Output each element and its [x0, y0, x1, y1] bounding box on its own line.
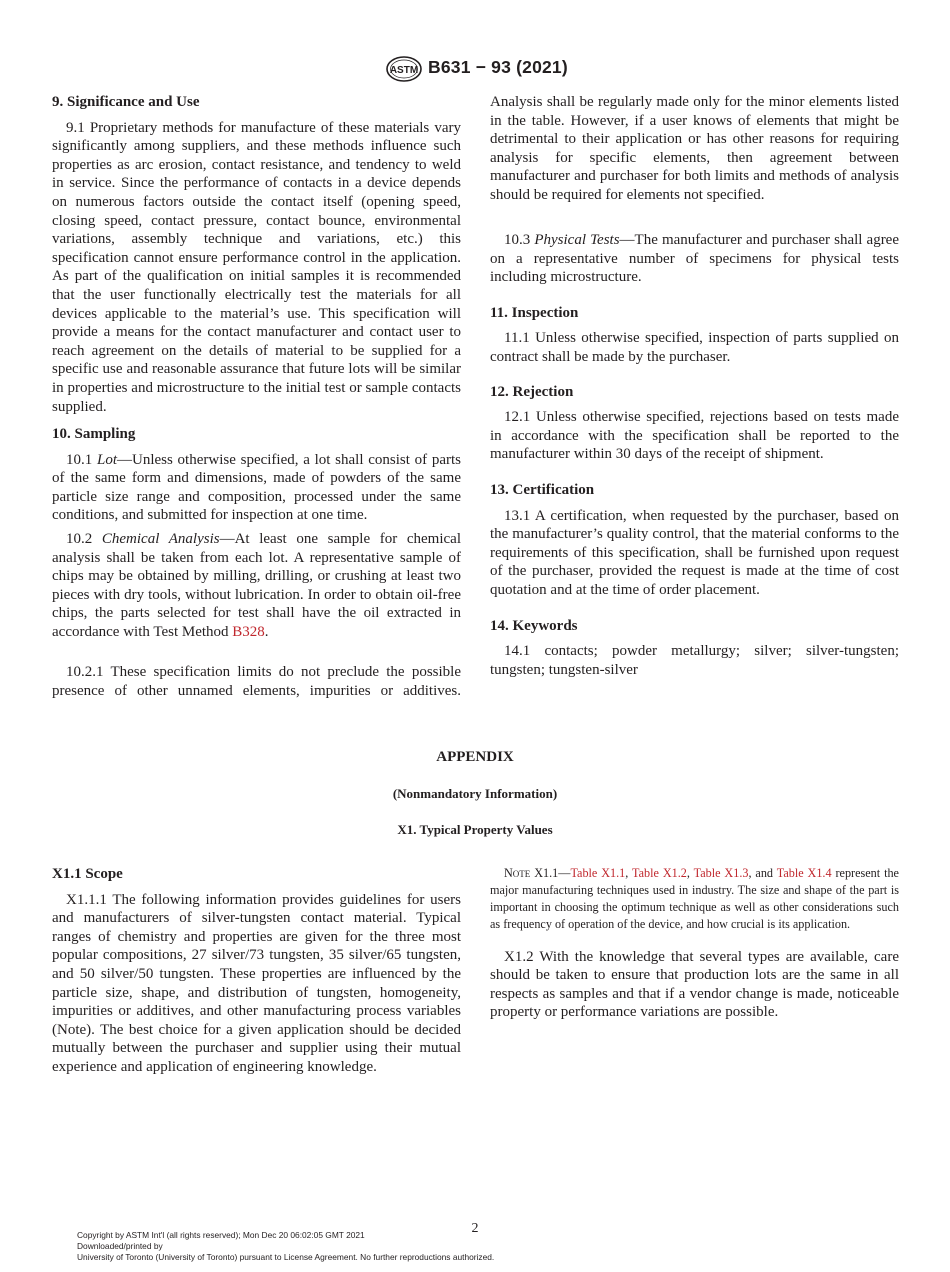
note-label: Note	[504, 866, 531, 880]
paragraph-x1-1-1: X1.1.1 The following information provides guidelines for users and manufacturers of silver-tungsten contact material. Typical ranges of chemistry and properties are given for the three most popular compositions, 27 silver/73 tungsten, 35 silver/65 tungsten, and 50 silver/50 tungsten. These properties are influenced by the particle size, shape, and distribution of tungsten, homogeneity, impurities or additives, and other manufacturing process variables (Note). The best choice for a given application should be decided mutually between the purchaser and supplier using their mutual experience and application of engineering knowledge.	[52, 891, 461, 1075]
document-designation: B631 − 93 (2021)	[428, 57, 568, 77]
paragraph-9-1: 9.1 Proprietary methods for manufacture of these materials vary significantly among suppliers, and these methods influence such properties as arc erosion, contact resistance, and tendency to weld in service. Since the performance of contacts in a device depends on numerous factors outside the contact itself (opening speed, closing speed, contact pressure, contact bounce, environmental variations, assembly technique and variations, etc.) this specification cannot ensure performance control in the application. As part of the qualification on initial samples it is recommended that the user functionally electrically test the materials for all devices applicable to the material’s use. This specification will provide a means for the contact manufacturer and contact user to reach agreement on the details of material to be supplied for a specific use and reasonable assurance that future lots will be similar in properties and microstructure to the initial test or sample contacts supplied.	[52, 119, 461, 415]
note-x1-1: Note X1.1—Table X1.1, Table X1.2, Table X1.3, and Table X1.4 represent the major manufacturing techniques used in industry. The size and shape of the part is important in choosing the optimum technique as well as other considerations such as frequency of operation of the device, and how crucial is its application.	[490, 866, 899, 931]
table-x1-1-link[interactable]: Table X1.1	[570, 866, 626, 880]
right-column	[490, 231, 899, 679]
table-x1-3-link[interactable]: Table X1.3	[693, 866, 749, 880]
section-12-title: 12. Rejection	[490, 383, 574, 400]
paragraph-text: —At least one sample for chemical analysis shall be taken from each lot. A representative sample of chips may be obtained by milling, drilling, or crushing at least two pieces with dry tools, without lubrication. In order to obtain oil-free chips, the parts selected for test shall have the oil extracted in accordance with Test Method	[52, 531, 462, 641]
section-9-title: 9. Significance and Use	[52, 94, 200, 110]
paragraph-10-2-1-continued	[490, 93, 899, 223]
download-line: Downloaded/printed by	[77, 1241, 163, 1252]
paragraph-term: Physical Tests	[534, 232, 620, 248]
section-13-title: 13. Certification	[490, 481, 595, 498]
paragraph-10-2-1: 10.2.1 These specification limits do not preclude the possible presence of other unnamed elements, impurities or additives.	[52, 664, 461, 699]
paragraph-number: 10.2	[66, 531, 102, 548]
appendix-subtitle: (Nonmandatory Information)	[392, 786, 558, 801]
x1-left-column	[52, 865, 461, 1077]
section-14-title: 14. Keywords	[490, 617, 578, 634]
paragraph-12-1: 12.1 Unless otherwise specified, rejections based on tests made in accordance with the specification shall be reported to the manufacturer within 30 days of the receipt of shipment.	[490, 409, 899, 463]
license-line: University of Toronto (University of Toronto) pursuant to License Agreement. No further reproductions authorized.	[77, 1252, 495, 1263]
paragraph-text: —The manufacturer and purchaser shall agree on a representative number of specimens for physical tests including microstructure.	[490, 232, 899, 286]
section-10-title: 10. Sampling	[52, 426, 136, 443]
paragraph-term: Chemical Analysis	[101, 531, 220, 548]
copyright-line: Copyright by ASTM Int'l (all rights reserved); Mon Dec 20 06:02:05 GMT 2021	[77, 1230, 365, 1240]
paragraph-13-1: 13.1 A certification, when requested by the purchaser, based on the manufacturer’s quality control, that the material conforms to the requirements of this specification, shall be furnished upon request of the purchaser, provided the request is made at the time of cost quotation and at the time of order placement.	[490, 507, 899, 598]
paragraph-number: 10.3	[504, 232, 535, 248]
section-11-title: 11. Inspection	[490, 304, 579, 321]
page-header	[0, 56, 950, 84]
paragraph-10-2-1-start	[52, 663, 461, 701]
logo-text: ASTM	[389, 65, 419, 76]
paragraph-x1-2: X1.2 With the knowledge that several types are available, care should be taken to ensure that production lots are the same in all respects as samples and that if a vendor change is made, noticeable property or performance variations are possible.	[490, 948, 899, 1021]
page-number: 2	[471, 1221, 479, 1236]
x1-1-scope-title: X1.1 Scope	[52, 866, 123, 882]
left-column	[52, 93, 461, 642]
paragraph-10-2: 10.2 Chemical Analysis—At least one sample for chemical analysis shall be taken from each lot. A representative sample of chips may be obtained by milling, drilling, or crushing at least two pieces with dry tools, without lubrication. In order to obtain oil-free chips, the parts selected for test shall have the oil extracted in accordance with Test Method B328.	[52, 531, 462, 641]
note-text: represent the major manufacturing techniques used in industry. The size and shape of the part is important in choosing the optimum technique as well as other considerations such as frequency of operation of the device, and how crucial is its application.	[490, 866, 899, 931]
paragraph-term: Lot	[96, 451, 117, 468]
x1-right-column	[490, 865, 899, 1022]
note-number: X1.1—	[530, 866, 571, 880]
table-x1-2-link[interactable]: Table X1.2	[632, 866, 687, 880]
reference-link-b328[interactable]: B328	[232, 624, 265, 641]
paragraph-10-2-1-continued-text: Analysis shall be regularly made only for the minor elements listed in the table. However, if a user knows of elements that might be detrimental to their application or has other reasons for requiring analysis for specific elements, then agreement between manufacturer and purchaser for both limits and methods of analysis should be required for elements not specified.	[490, 94, 899, 203]
table-x1-4-link[interactable]: Table X1.4	[776, 866, 832, 880]
appendix-title: APPENDIX	[436, 749, 514, 765]
astm-logo-icon	[385, 56, 423, 82]
paragraph-10-3	[490, 231, 899, 287]
paragraph-number: 10.1	[66, 451, 97, 468]
appendix-x1-title: X1. Typical Property Values	[397, 822, 553, 837]
paragraph-text: —Unless otherwise specified, a lot shall consist of parts of the same form and dimensions, made of powders of the same particle size range and composition, processed under the same conditions, and submitted for inspection at one time.	[52, 451, 462, 524]
paragraph-10-1	[52, 451, 461, 525]
paragraph-11-1: 11.1 Unless otherwise specified, inspection of parts supplied on contract shall be made by the purchaser.	[490, 330, 899, 365]
copyright-notice	[77, 1230, 494, 1264]
paragraph-14-1: 14.1 contacts; powder metallurgy; silver; silver-tungsten; tungsten; tungsten-silver	[490, 643, 899, 678]
